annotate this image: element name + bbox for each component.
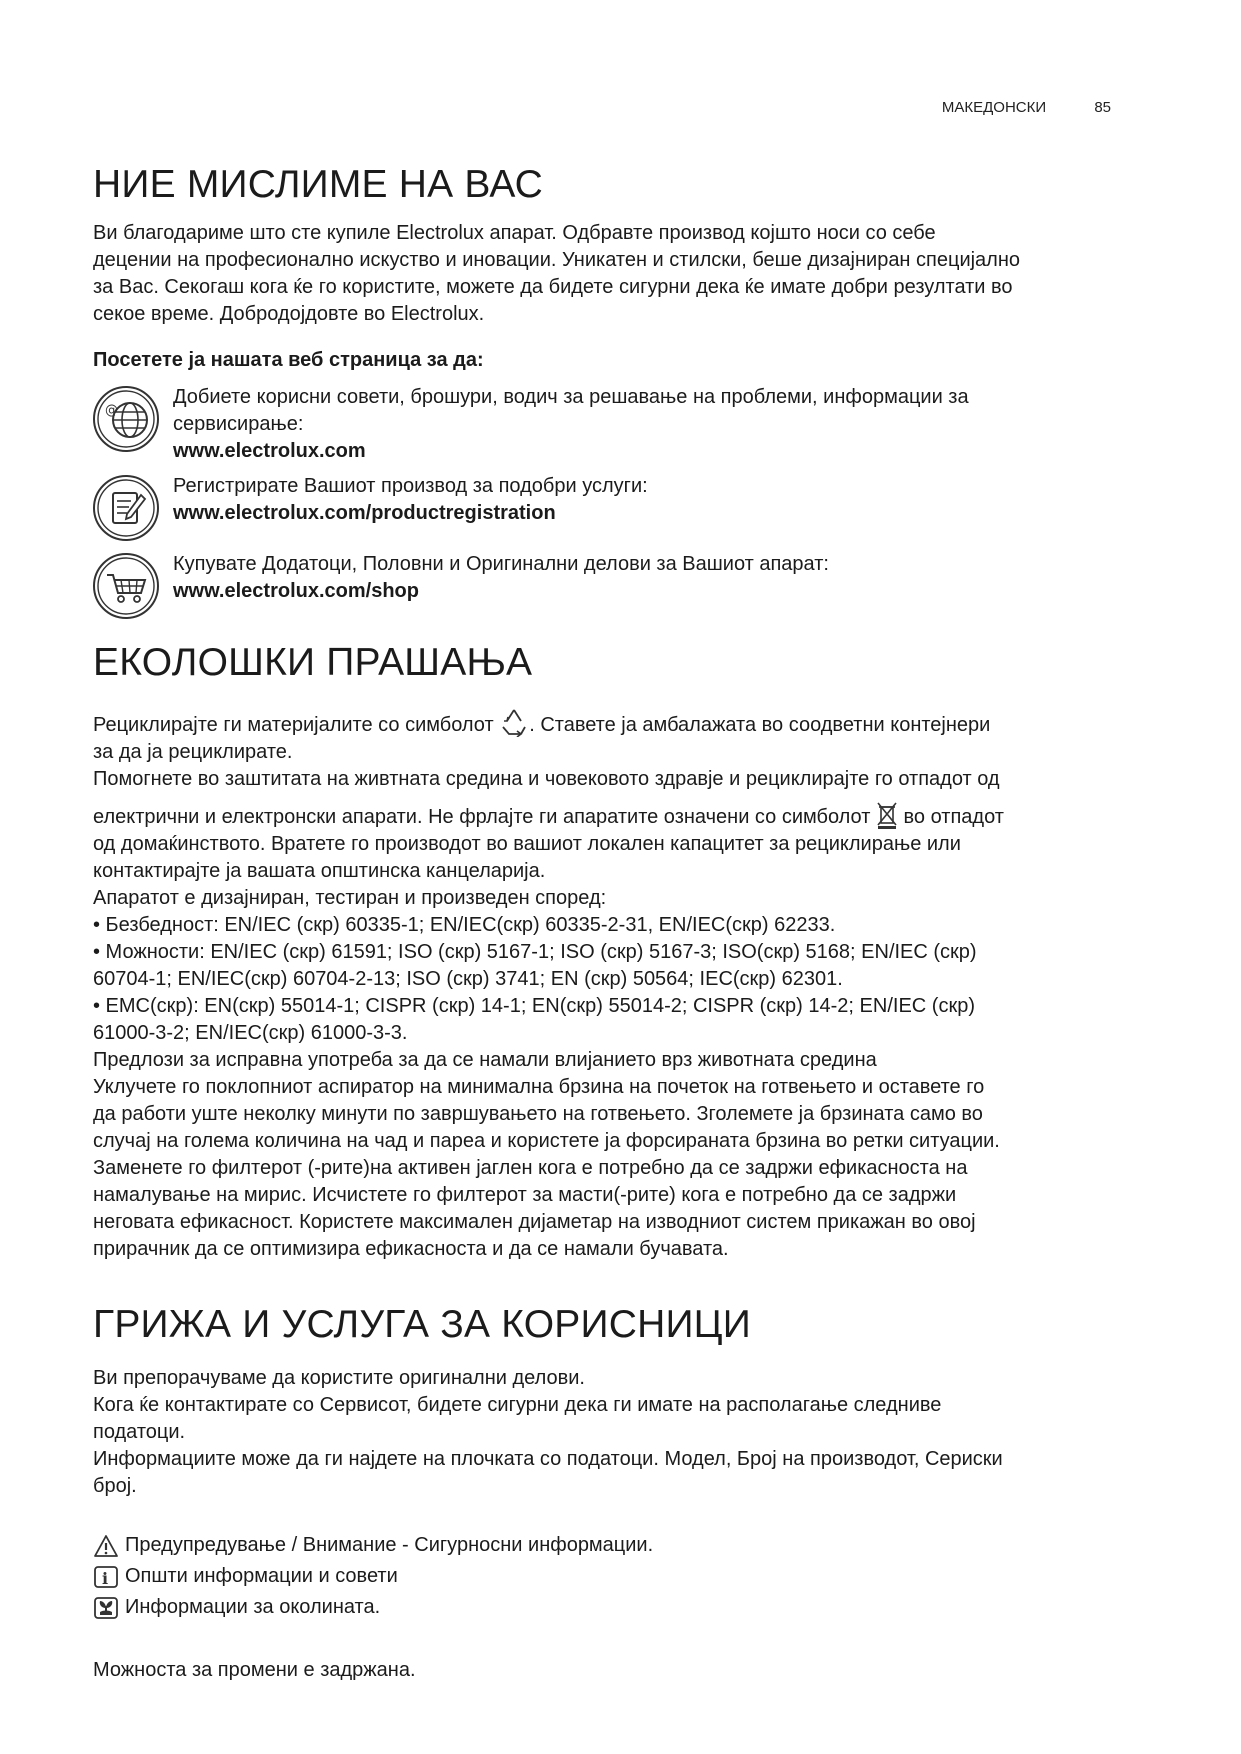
intro-paragraph — [93, 220, 1123, 328]
service-description: Добиете корисни совети, брошури, водич за решавање на проблеми, информации за — [173, 386, 969, 408]
weee-line: од домаќинството. Вратете го производот во вашиот локален капацитет за рециклирање или — [93, 833, 961, 855]
recycling-icon — [499, 707, 529, 737]
page-number: 85 — [1094, 99, 1111, 116]
section-title-customer-care: ГРИЖА И УСЛУГА ЗА КОРИСНИЦИ — [93, 1303, 751, 1346]
recycle-line: за да ја рециклирате. — [93, 741, 293, 763]
service-item-shop — [93, 551, 1123, 621]
intro-line: Ви благодариме што сте купиле Electrolux апарат. Одбравте производ којшто носи со себе — [93, 222, 936, 244]
changes-reserved-note: Можноста за промени е задржана. — [93, 1659, 416, 1681]
service-text — [173, 473, 648, 527]
section-title-we-think-of-you: НИЕ МИСЛИМЕ НА ВАС — [93, 163, 544, 206]
shopping-cart-icon — [91, 551, 161, 621]
standards-line: 61000-3-2; EN/IEC(скр) 61000-3-3. — [93, 1022, 408, 1044]
service-description: Регистрирате Вашиот производ за подобри услуги: — [173, 475, 648, 497]
legend-label: Општи информации и совети — [125, 1565, 398, 1587]
tips-line: Предлози за исправна употреба за да се намали влијанието врз животната средина — [93, 1049, 877, 1071]
service-item-support — [93, 384, 1123, 465]
recycle-line — [93, 707, 1123, 739]
legend-label: Предупредување / Внимание - Сигурносни информации. — [125, 1534, 654, 1556]
shop-link[interactable]: www.electrolux.com/shop — [173, 580, 419, 602]
page-header — [942, 99, 1111, 116]
svg-text:i: i — [102, 1568, 109, 1588]
section-title-environmental-concerns: ЕКОЛОШКИ ПРАШАЊА — [93, 641, 533, 684]
standards-line: 60704-1; EN/IEC(скр) 60704-2-13; ISO (скр) 3741; EN (скр) 50564; IEC(скр) 62301. — [93, 968, 843, 990]
recycle-text: Рециклирајте ги материјалите со симболот — [93, 714, 500, 736]
tips-line: случај на голема количина на чад и пареа и користете ја форсираната брзина во ретки ситуации. — [93, 1130, 1000, 1152]
document-body — [93, 163, 1123, 1684]
tips-line: Заменете го филтерот (-рите)на активен јаглен кога е потребно да се задржи ефикасноста на — [93, 1157, 968, 1179]
service-text — [173, 551, 829, 605]
care-line: број. — [93, 1475, 137, 1497]
tips-line: неговата ефикасност. Користете максимален дијаметар на изводниот систем прикажан во овој — [93, 1211, 976, 1233]
language-label: МАКЕДОНСКИ — [941, 99, 1047, 116]
intro-line: секое време. Добродојдовте во Electrolux. — [93, 303, 485, 325]
tips-line: Уклучете го поклопниот аспиратор на минимална брзина на почеток на готвењето и оставете го — [93, 1076, 985, 1098]
weee-line: контактирајте ја вашата општинска канцеларија. — [93, 860, 546, 882]
tips-line: да работи уште неколку минути по завршувањето на готвењето. Зголемете ја брзината само во — [93, 1103, 983, 1125]
standards-line: • Безбедност: EN/IEC (скр) 60335-1; EN/IEC(скр) 60335-2-31, EN/IEC(скр) 62233. — [93, 914, 836, 936]
customer-care-paragraph — [93, 1365, 1123, 1500]
weee-line: Помогнете во заштитата на живтната средина и човековото здравје и рециклирајте го отпадот од — [93, 768, 1000, 790]
crossed-bin-icon — [876, 801, 898, 829]
environmental-paragraph — [93, 707, 1123, 1263]
weee-line — [93, 801, 1123, 831]
intro-line: за Вас. Секогаш кога ќе го користите, можете да бидете сигурни дека ќе имате добри резултати во — [93, 276, 1013, 298]
info-icon — [93, 1565, 119, 1589]
care-line: Информациите може да ги најдете на плочката со податоци. Модел, Број на производот, Сериски — [93, 1448, 1003, 1470]
service-text — [173, 384, 969, 465]
legend-item-environment — [93, 1592, 1123, 1623]
recycle-text: . Ставете ја амбалажата во соодветни контејнери — [529, 714, 991, 736]
care-line: Ви препорачуваме да користите оригинални делови. — [93, 1367, 585, 1389]
service-description: Купувате Додатоци, Половни и Оригинални делови за Вашиот апарат: — [173, 553, 829, 575]
legend-item-info — [93, 1561, 1123, 1592]
registration-icon — [91, 473, 161, 543]
svg-text:@: @ — [105, 403, 118, 418]
intro-line: децении на професионално искуство и иновации. Уникатен и стилски, беше дизајниран специјално — [93, 249, 1021, 271]
weee-text: електрични и електронски апарати. Не фрлајте ги апаратите означени со симболот — [93, 806, 876, 828]
care-line: Кога ќе контактирате со Сервисот, бидете сигурни дека ги имате на располагање следниве — [93, 1394, 942, 1416]
standards-line: Апаратот е дизајниран, тестиран и произведен според: — [93, 887, 607, 909]
tips-line: прирачник да се оптимизира ефикасноста и да се намали бучавата. — [93, 1238, 729, 1260]
service-item-registration — [93, 473, 1123, 543]
symbol-legend — [93, 1530, 1123, 1623]
legend-item-warning — [93, 1530, 1123, 1561]
website-link[interactable]: www.electrolux.com — [173, 440, 366, 462]
product-registration-link[interactable]: www.electrolux.com/productregistration — [173, 502, 556, 524]
globe-at-icon — [91, 384, 161, 454]
visit-website-heading: Посетете ја нашата веб страница за да: — [93, 349, 484, 371]
tips-line: намалување на мирис. Исчистете го филтерот за масти(-рите) кога е потребно да се задржи — [93, 1184, 957, 1206]
standards-line: • Можности: EN/IEC (скр) 61591; ISO (скр) 5167-1; ISO (скр) 5167-3; ISO(скр) 5168; EN/IEC (скр) — [93, 941, 977, 963]
service-description: сервисирање: — [173, 413, 304, 435]
standards-line: • EMC(скр): EN(скр) 55014-1; CISPR (скр) 14-1; EN(скр) 55014-2; CISPR (скр) 14-2; EN/IEC (скр) — [93, 995, 975, 1017]
legend-label: Информации за околината. — [125, 1596, 381, 1618]
warning-icon — [93, 1534, 119, 1558]
environment-icon — [93, 1596, 119, 1620]
weee-text: во отпадот — [897, 806, 1004, 828]
care-line: податоци. — [93, 1421, 186, 1443]
